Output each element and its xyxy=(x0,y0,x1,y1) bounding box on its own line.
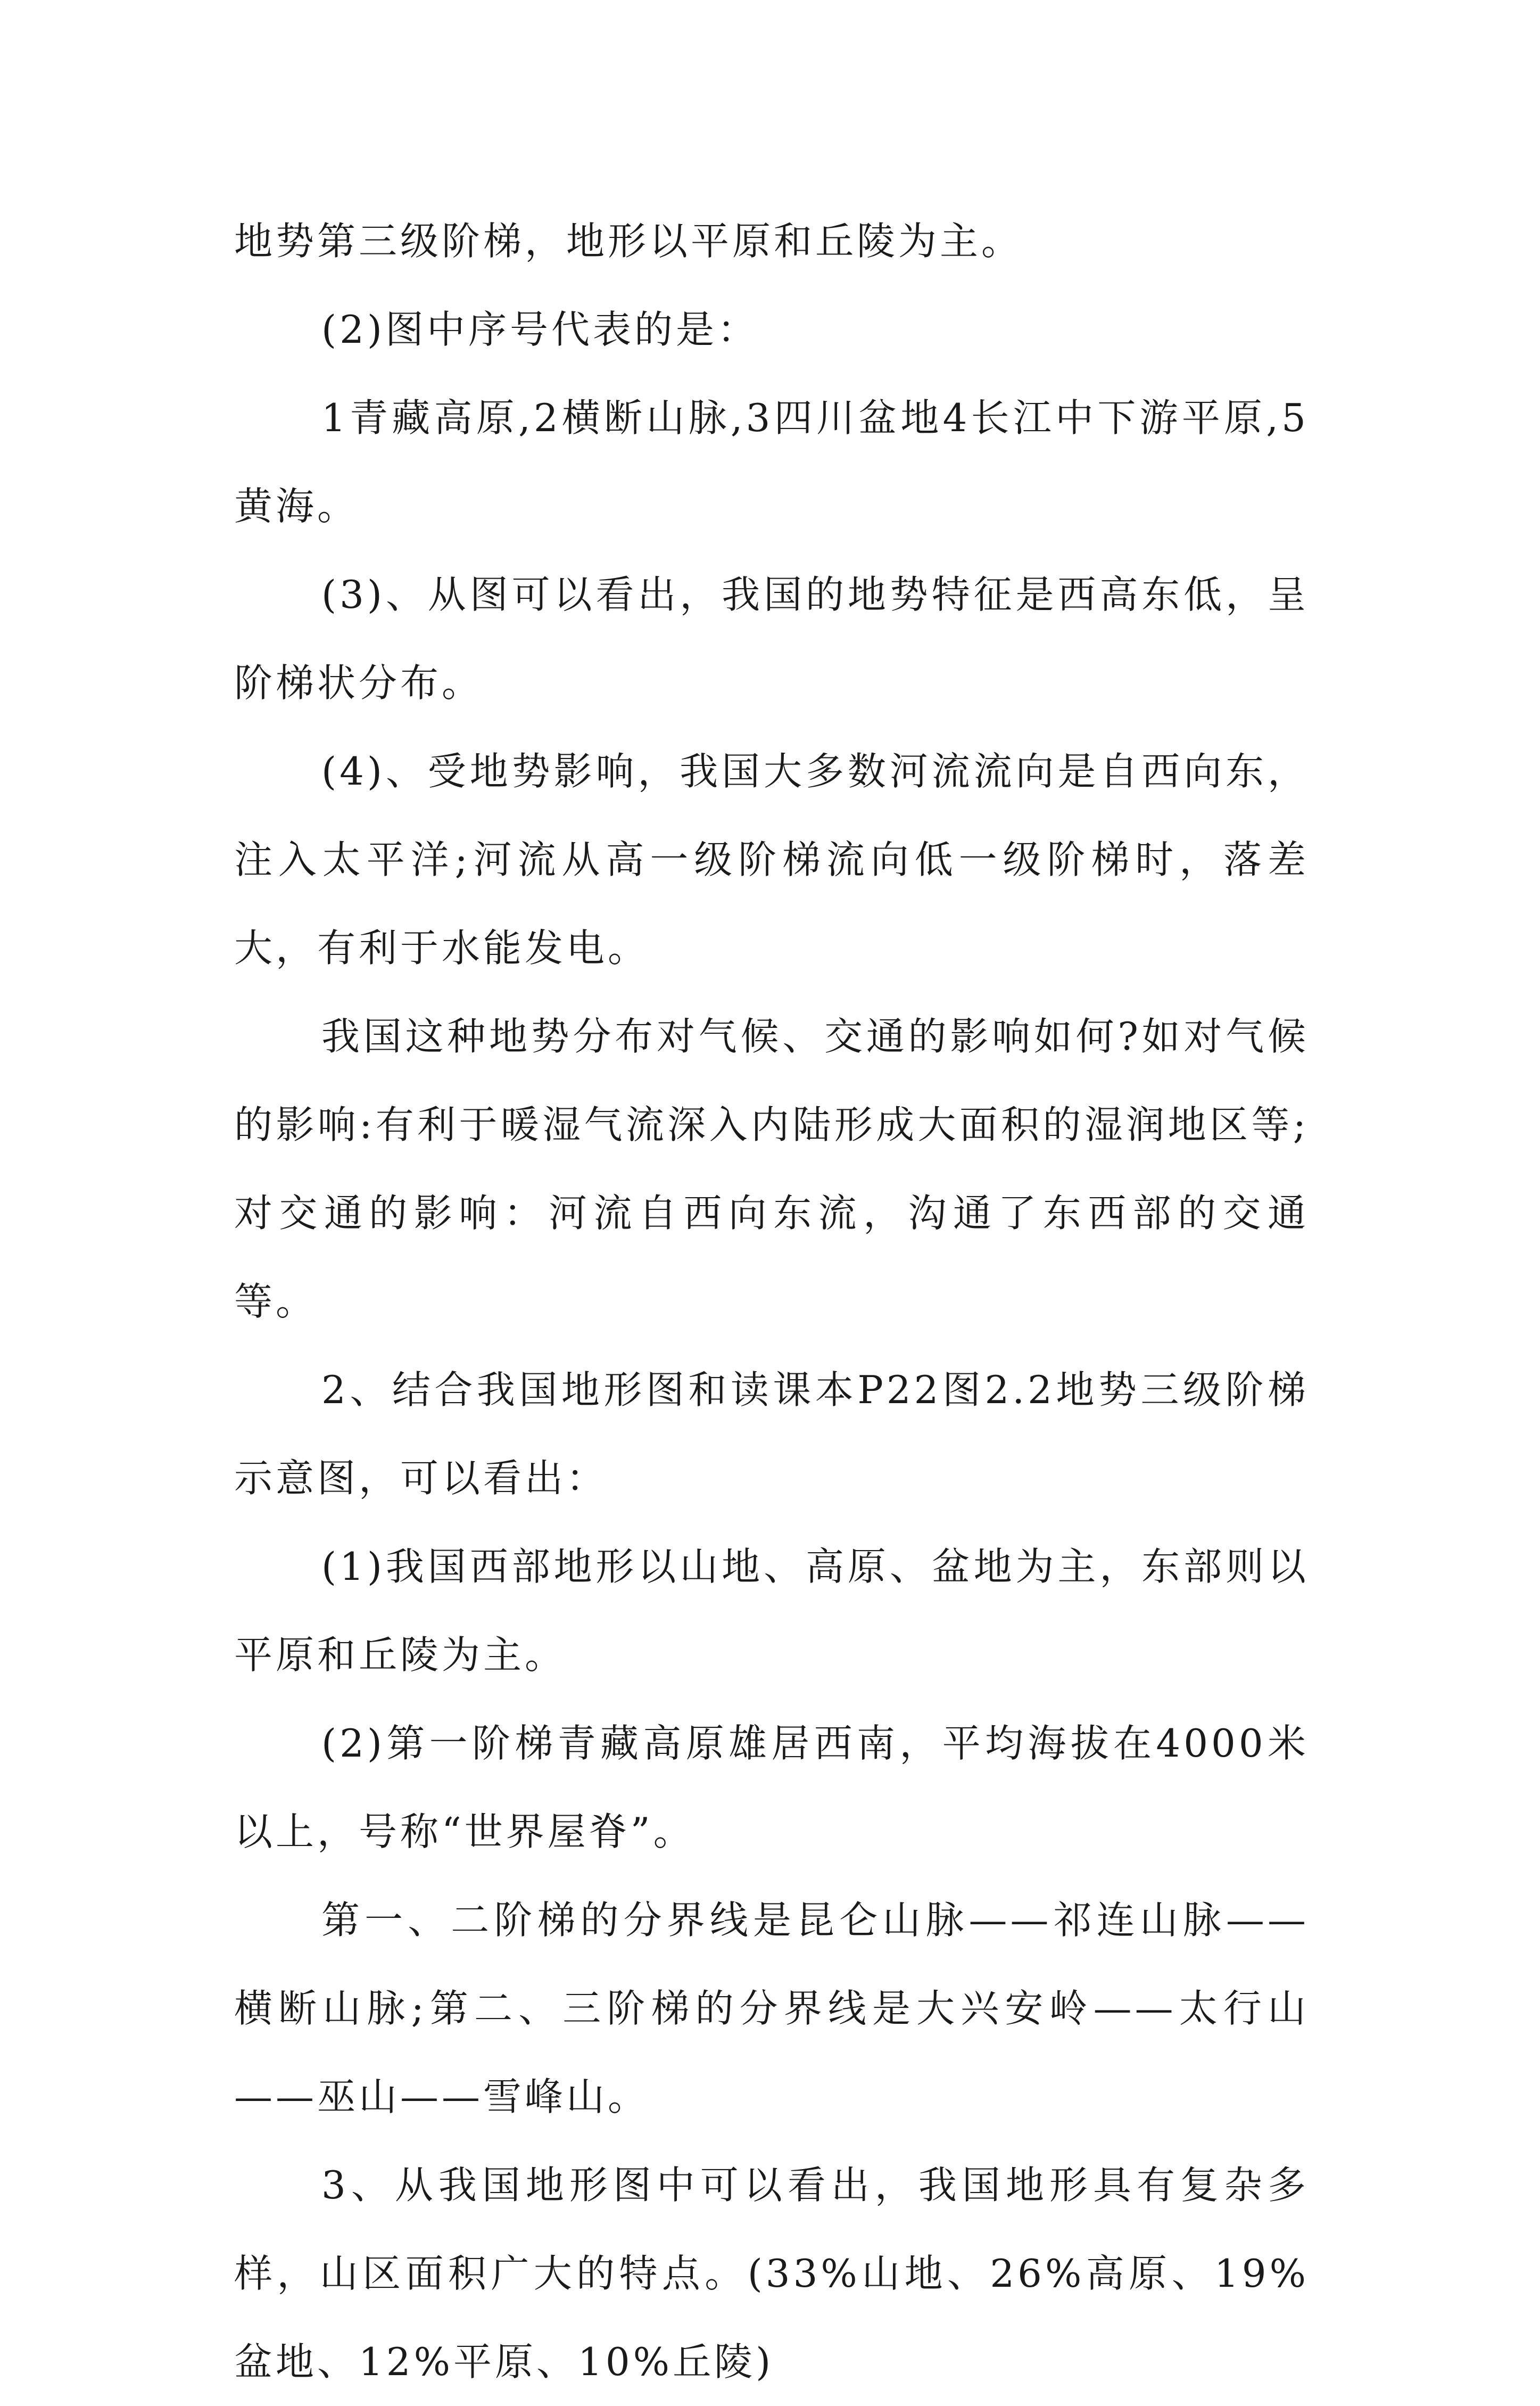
paragraph-5: (4)、受地势影响，我国大多数河流流向是自西向东，注入太平洋;河流从高一级阶梯流向低一级阶梯时，落差大，有利于水能发电。 xyxy=(234,749,1309,970)
paragraph-6: 我国这种地势分布对气候、交通的影响如何?如对气候的影响:有利于暖湿气流深入内陆形成大面积的湿润地区等;对交通的影响：河流自西向东流，沟通了东西部的交通等。 xyxy=(234,1014,1309,1324)
paragraph-7: 2、结合我国地形图和读课本P22图2.2地势三级阶梯示意图，可以看出： xyxy=(234,1367,1309,1501)
paragraph-4: (3)、从图可以看出，我国的地势特征是西高东低，呈阶梯状分布。 xyxy=(234,572,1309,705)
document-page xyxy=(234,197,1309,2406)
paragraph-2: (2)图中序号代表的是： xyxy=(321,307,759,352)
paragraph-1: 地势第三级阶梯，地形以平原和丘陵为主。 xyxy=(234,219,1023,263)
paragraph-10: 第一、二阶梯的分界线是昆仑山脉——祁连山脉——横断山脉;第二、三阶梯的分界线是大兴安岭——太行山——巫山——雪峰山。 xyxy=(234,1898,1309,2119)
paragraph-9: (2)第一阶梯青藏高原雄居西南，平均海拔在4000米以上，号称“世界屋脊”。 xyxy=(234,1721,1309,1854)
paragraph-8: (1)我国西部地形以山地、高原、盆地为主，东部则以平原和丘陵为主。 xyxy=(234,1544,1309,1677)
paragraph-3: 1青藏高原,2横断山脉,3四川盆地4长江中下游平原,5黄海。 xyxy=(234,395,1309,529)
paragraph-11: 3、从我国地形图中可以看出，我国地形具有复杂多样，山区面积广大的特点。(33%山地、26%高原、19%盆地、12%平原、10%丘陵) xyxy=(234,2163,1309,2384)
